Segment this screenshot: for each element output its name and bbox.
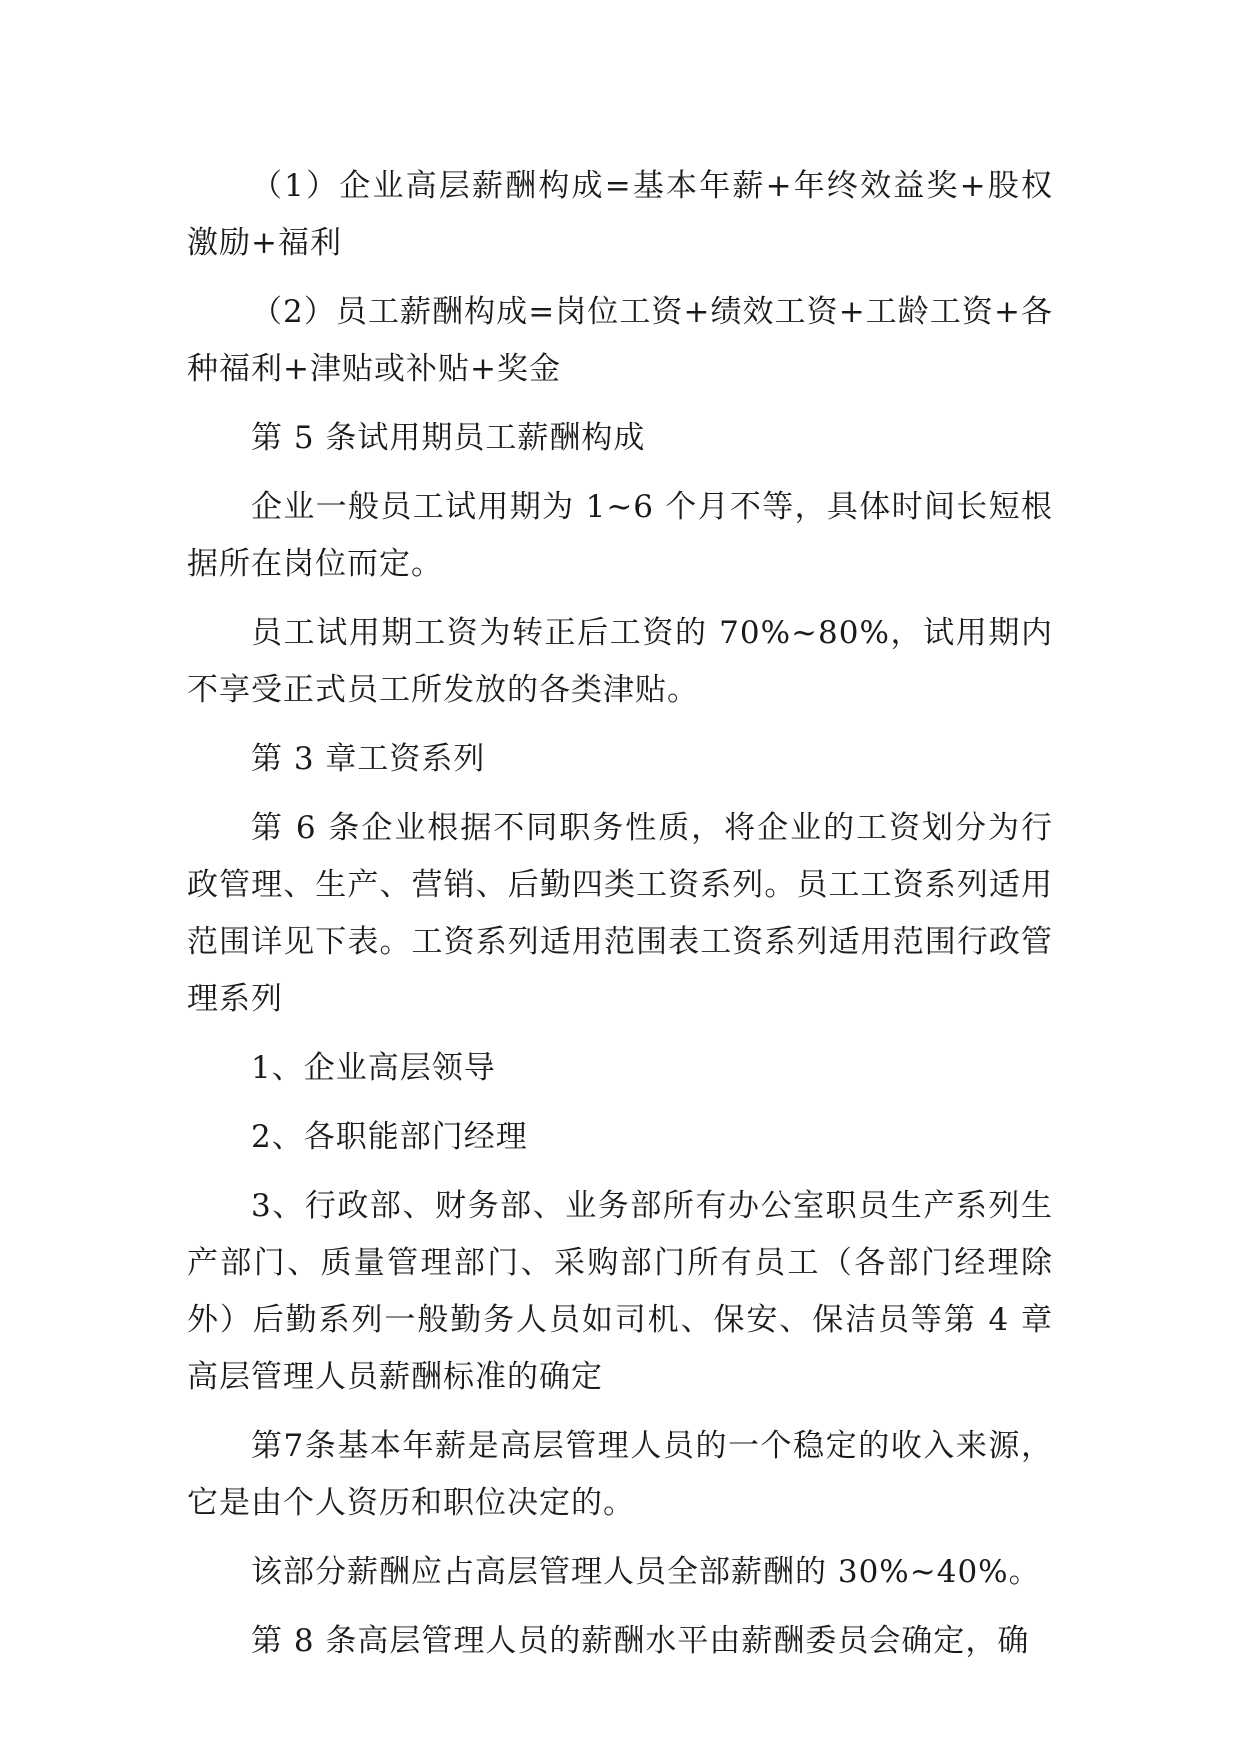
paragraph-employee-pay: （2）员工薪酬构成=岗位工资+绩效工资+工龄工资+各种福利+津贴或补贴+奖金 (187, 294, 1053, 387)
paragraph-probation-period: 企业一般员工试用期为 1~6 个月不等，具体时间长短根据所在岗位而定。 (187, 489, 1053, 582)
article-8-paragraph: 第 8 条高层管理人员的薪酬水平由薪酬委员会确定，确 (251, 1623, 1030, 1659)
paragraph-executive-pay: （1）企业高层薪酬构成=基本年薪+年终效益奖+股权激励+福利 (187, 168, 1053, 261)
article-7-paragraph: 第7条基本年薪是高层管理人员的一个稳定的收入来源，它是由个人资历和职位决定的。 (187, 1428, 1053, 1521)
list-item-3: 3、行政部、财务部、业务部所有办公室职员生产系列生产部门、质量管理部门、采购部门所有员工（各部门经理除外）后勤系列一般勤务人员如司机、保安、保洁员等第 4 章高层管理人员薪酬标准的确定 (187, 1188, 1053, 1395)
paragraph-salary-share: 该部分薪酬应占高层管理人员全部薪酬的 30%~40%。 (251, 1554, 1041, 1590)
document-body (187, 158, 1053, 1682)
paragraph-probation-wage: 员工试用期工资为转正后工资的 70%~80%，试用期内不享受正式员工所发放的各类津贴。 (187, 615, 1053, 708)
article-6-paragraph: 第 6 条企业根据不同职务性质，将企业的工资划分为行政管理、生产、营销、后勤四类工资系列。员工工资系列适用范围详见下表。工资系列适用范围表工资系列适用范围行政管理系列 (187, 810, 1053, 1017)
list-item-1: 1、企业高层领导 (251, 1050, 496, 1086)
article-5-heading: 第 5 条试用期员工薪酬构成 (251, 420, 646, 456)
chapter-3-heading: 第 3 章工资系列 (251, 741, 486, 777)
list-item-2: 2、各职能部门经理 (251, 1119, 528, 1155)
